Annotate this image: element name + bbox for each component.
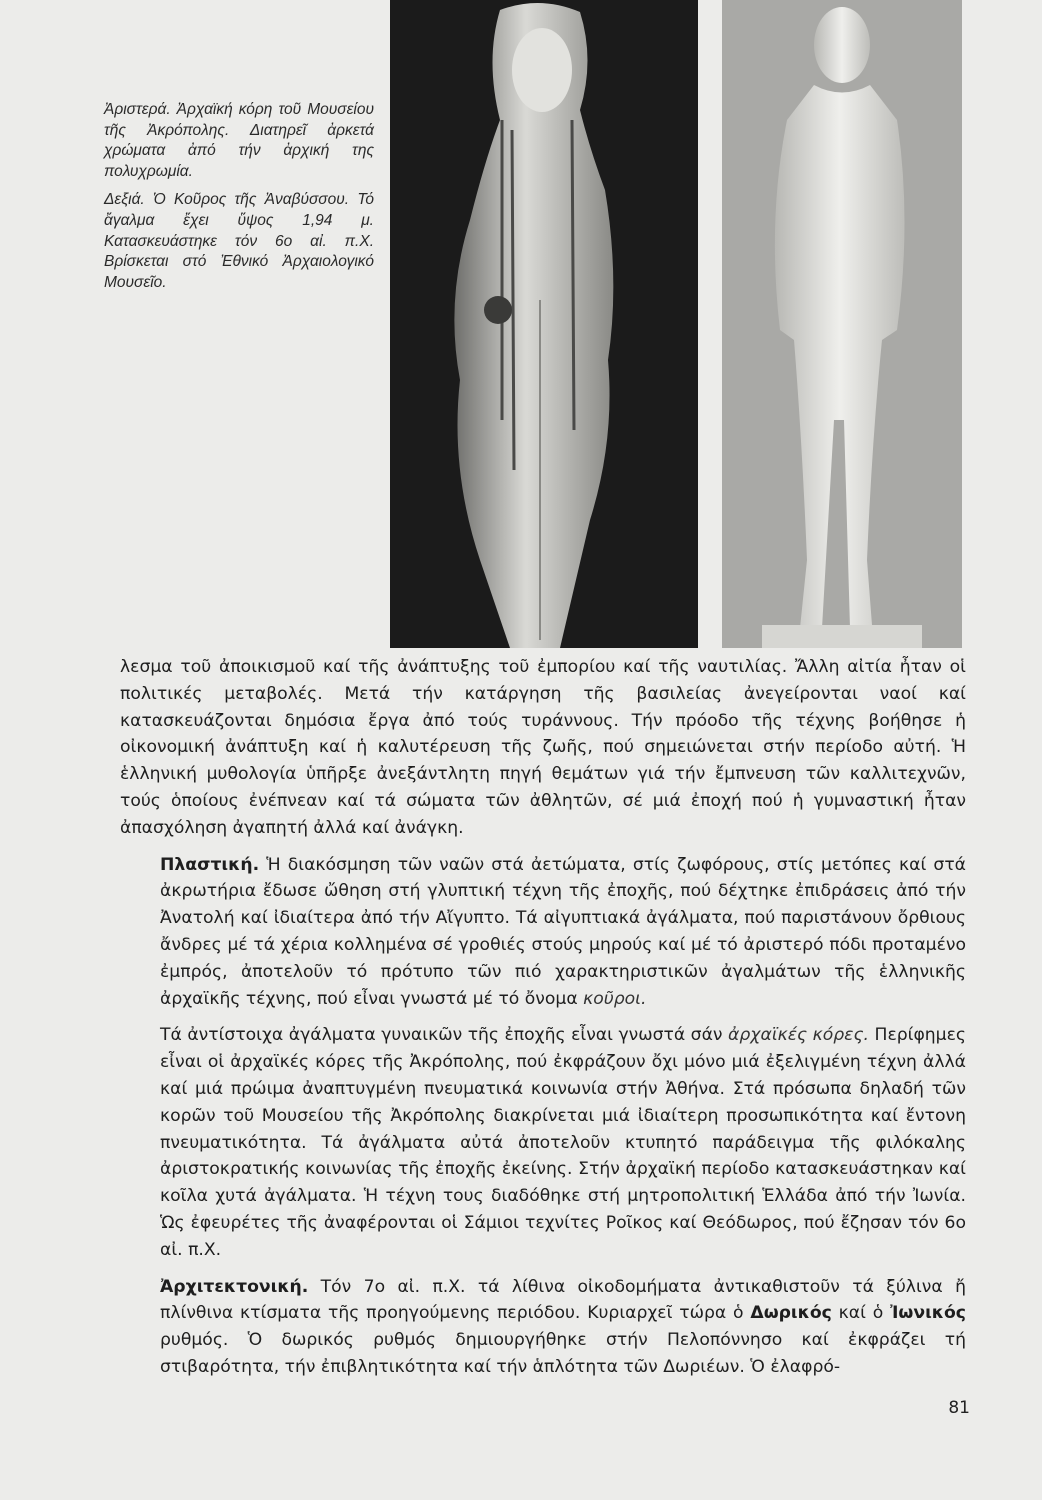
- kouros-statue-photo: [722, 0, 962, 648]
- term-doric: Δωρικός: [750, 1303, 832, 1324]
- kore-statue-photo: [390, 0, 698, 648]
- architecture-text-b: ρυθμός. Ὁ δωρικός ρυθμός δημιουργήθηκε στήν Πελοπόννησο καί ἐκφράζει τή στιβαρότητα, τήν ἐπιβλητικότητα καί τήν ἁπλότητα τῶν Δωριέων. Ὁ ἐλαφρό-: [160, 1330, 966, 1377]
- paragraph-korai: [120, 1022, 966, 1263]
- architecture-and: καί ὁ: [838, 1303, 884, 1324]
- article-body: [120, 654, 966, 1381]
- caption-right: Δεξιά. Ὁ Κοῦρος τῆς Ἀναβύσσου. Τό ἄγαλμα ἔχει ὕψος 1,94 μ. Κατασκευάστηκε τόν 6ο αἰ. π.Χ. Βρίσκεται στό Ἐθνικό Ἀρχαιολογικό Μουσεῖο.: [104, 191, 374, 291]
- term-kouroi: κοῦροι.: [583, 988, 647, 1009]
- term-korai: ἀρχαϊκές κόρες.: [728, 1025, 869, 1046]
- term-ionic: Ἰωνικός: [890, 1303, 966, 1324]
- caption-left: Ἀριστερά. Ἀρχαϊκή κόρη τοῦ Μουσείου τῆς Ἀκρόπολης. Διατηρεῖ ἀρκετά χρώματα ἀπό τήν ἀρχική της πολυχρωμία.: [104, 101, 374, 180]
- korai-text-rest: Περίφημες εἶναι οἱ ἀρχαϊκές κόρες τῆς Ἀκρόπολης, πού ἐκφράζουν ὄχι μόνο μιά ἐξελιγμένη τέχνη ἀλλά καί μιά πρώιμα ἀναπτυγμένη πνευματικά κοινωνία στήν Ἀθήνα. Στά πρόσωπα δηλαδή τῶν κορῶν τοῦ Μουσείου τῆς Ἀκρόπολης διακρίνεται μιά ἰδιαίτερη προσωπικότητα καί ἔντονη πνευματικότητα. Τά ἀγάλματα αὐτά ἀποτελοῦν κτυπητό παράδειγμα τῆς φιλόκαλης ἀριστοκρατικής κοινωνίας τῆς ἐποχῆς ἐκείνης. Στήν ἀρχαϊκή περίοδο κατασκευάστηκαν καί κοῖλα χυτά ἀγάλματα. Ἡ τέχνη τους διαδόθηκε στή μητροπολιτική Ἑλλάδα ἀπό τήν Ἰωνία. Ὡς ἐφευρέτες τῆς ἀναφέρονται οἱ Σάμιοι τεχνίτες Ροῖκος καί Θεόδωρος, πού ἔζησαν τόν 6ο αἰ. π.Χ.: [160, 1025, 967, 1260]
- paragraph-architecture: [120, 1274, 966, 1381]
- sculpture-text: Ἡ διακόσμηση τῶν ναῶν στά ἀετώματα, στίς ζωφόρους, στίς μετόπες καί στά ἀκρωτήρια ἔδωσε ὤθηση στή γλυπτική τέχνη τῆς ἐποχῆς, πού δέχτηκε ἐπιδράσεις ἀπό τήν Ἀνατολή καί ἰδιαίτερα ἀπό τήν Αἴγυπτο. Τά αἰγυπτιακά ἀγάλματα, πού παριστάνουν ὄρθιους ἄνδρες μέ τά χέρια κολλημένα σέ γροθιές στούς μηρούς καί μέ τό ἀριστερό πόδι προταμένο ἐμπρός, ἀποτελοῦν τό πρότυπο τῶν πιό χαρακτηριστικῶν ἀγαλμάτων τῆς ἑλληνικῆς ἀρχαϊκῆς τέχνης, πού εἶναι γνωστά μέ τό ὄνομα: [160, 854, 966, 1009]
- heading-sculpture: Πλαστική.: [160, 854, 260, 875]
- paragraph-1: λεσμα τοῦ ἀποικισμοῦ καί τῆς ἀνάπτυξης τοῦ ἐμπορίου καί τῆς ναυτιλίας. Ἄλλη αἰτία ἦταν οἱ πολιτικές μεταβολές. Μετά τήν κατάργηση τῆς βασιλείας ἀνεγείρονται ναοί καί κατασκευάζονται δημόσια ἔργα ἀπό τούς τυράννους. Τήν πρόοδο τῆς τέχνης βοήθησε ἡ οἰκονομική ἀνάπτυξη καί ἡ καλυτέρευση τῆς ζωῆς, πού σημειώνεται στήν περίοδο αὐτή. Ἡ ἑλληνική μυθολογία ὑπῆρξε ἀνεξάντλητη πηγή θεμάτων γιά τήν ἔμπνευση τῶν καλλιτεχνῶν, τούς ὁποίους ἐνέπνεαν καί τά σώματα τῶν ἀθλητῶν, σέ μιά ἐποχή πού ἡ γυμναστική ἦταν ἀπασχόληση ἀγαπητή ἀλλά καί ἀνάγκη.: [120, 657, 966, 838]
- architecture-text-a: Τόν 7ο αἰ. π.Χ. τά λίθινα οἰκοδομήματα ἀντικαθιστοῦν τά ξύλινα ἤ πλίνθινα κτίσματα τῆς προηγούμενης περιόδου. Κυριαρχεῖ τώρα ὁ: [160, 1276, 966, 1324]
- heading-architecture: Ἀρχιτεκτονική.: [160, 1276, 309, 1297]
- page-number: 81: [948, 1398, 970, 1418]
- korai-text-lead: Τά ἀντίστοιχα ἀγάλματα γυναικῶν τῆς ἐποχῆς εἶναι γνωστά σάν: [160, 1025, 723, 1046]
- figure-caption: [104, 100, 374, 301]
- paragraph-sculpture: [120, 852, 966, 1013]
